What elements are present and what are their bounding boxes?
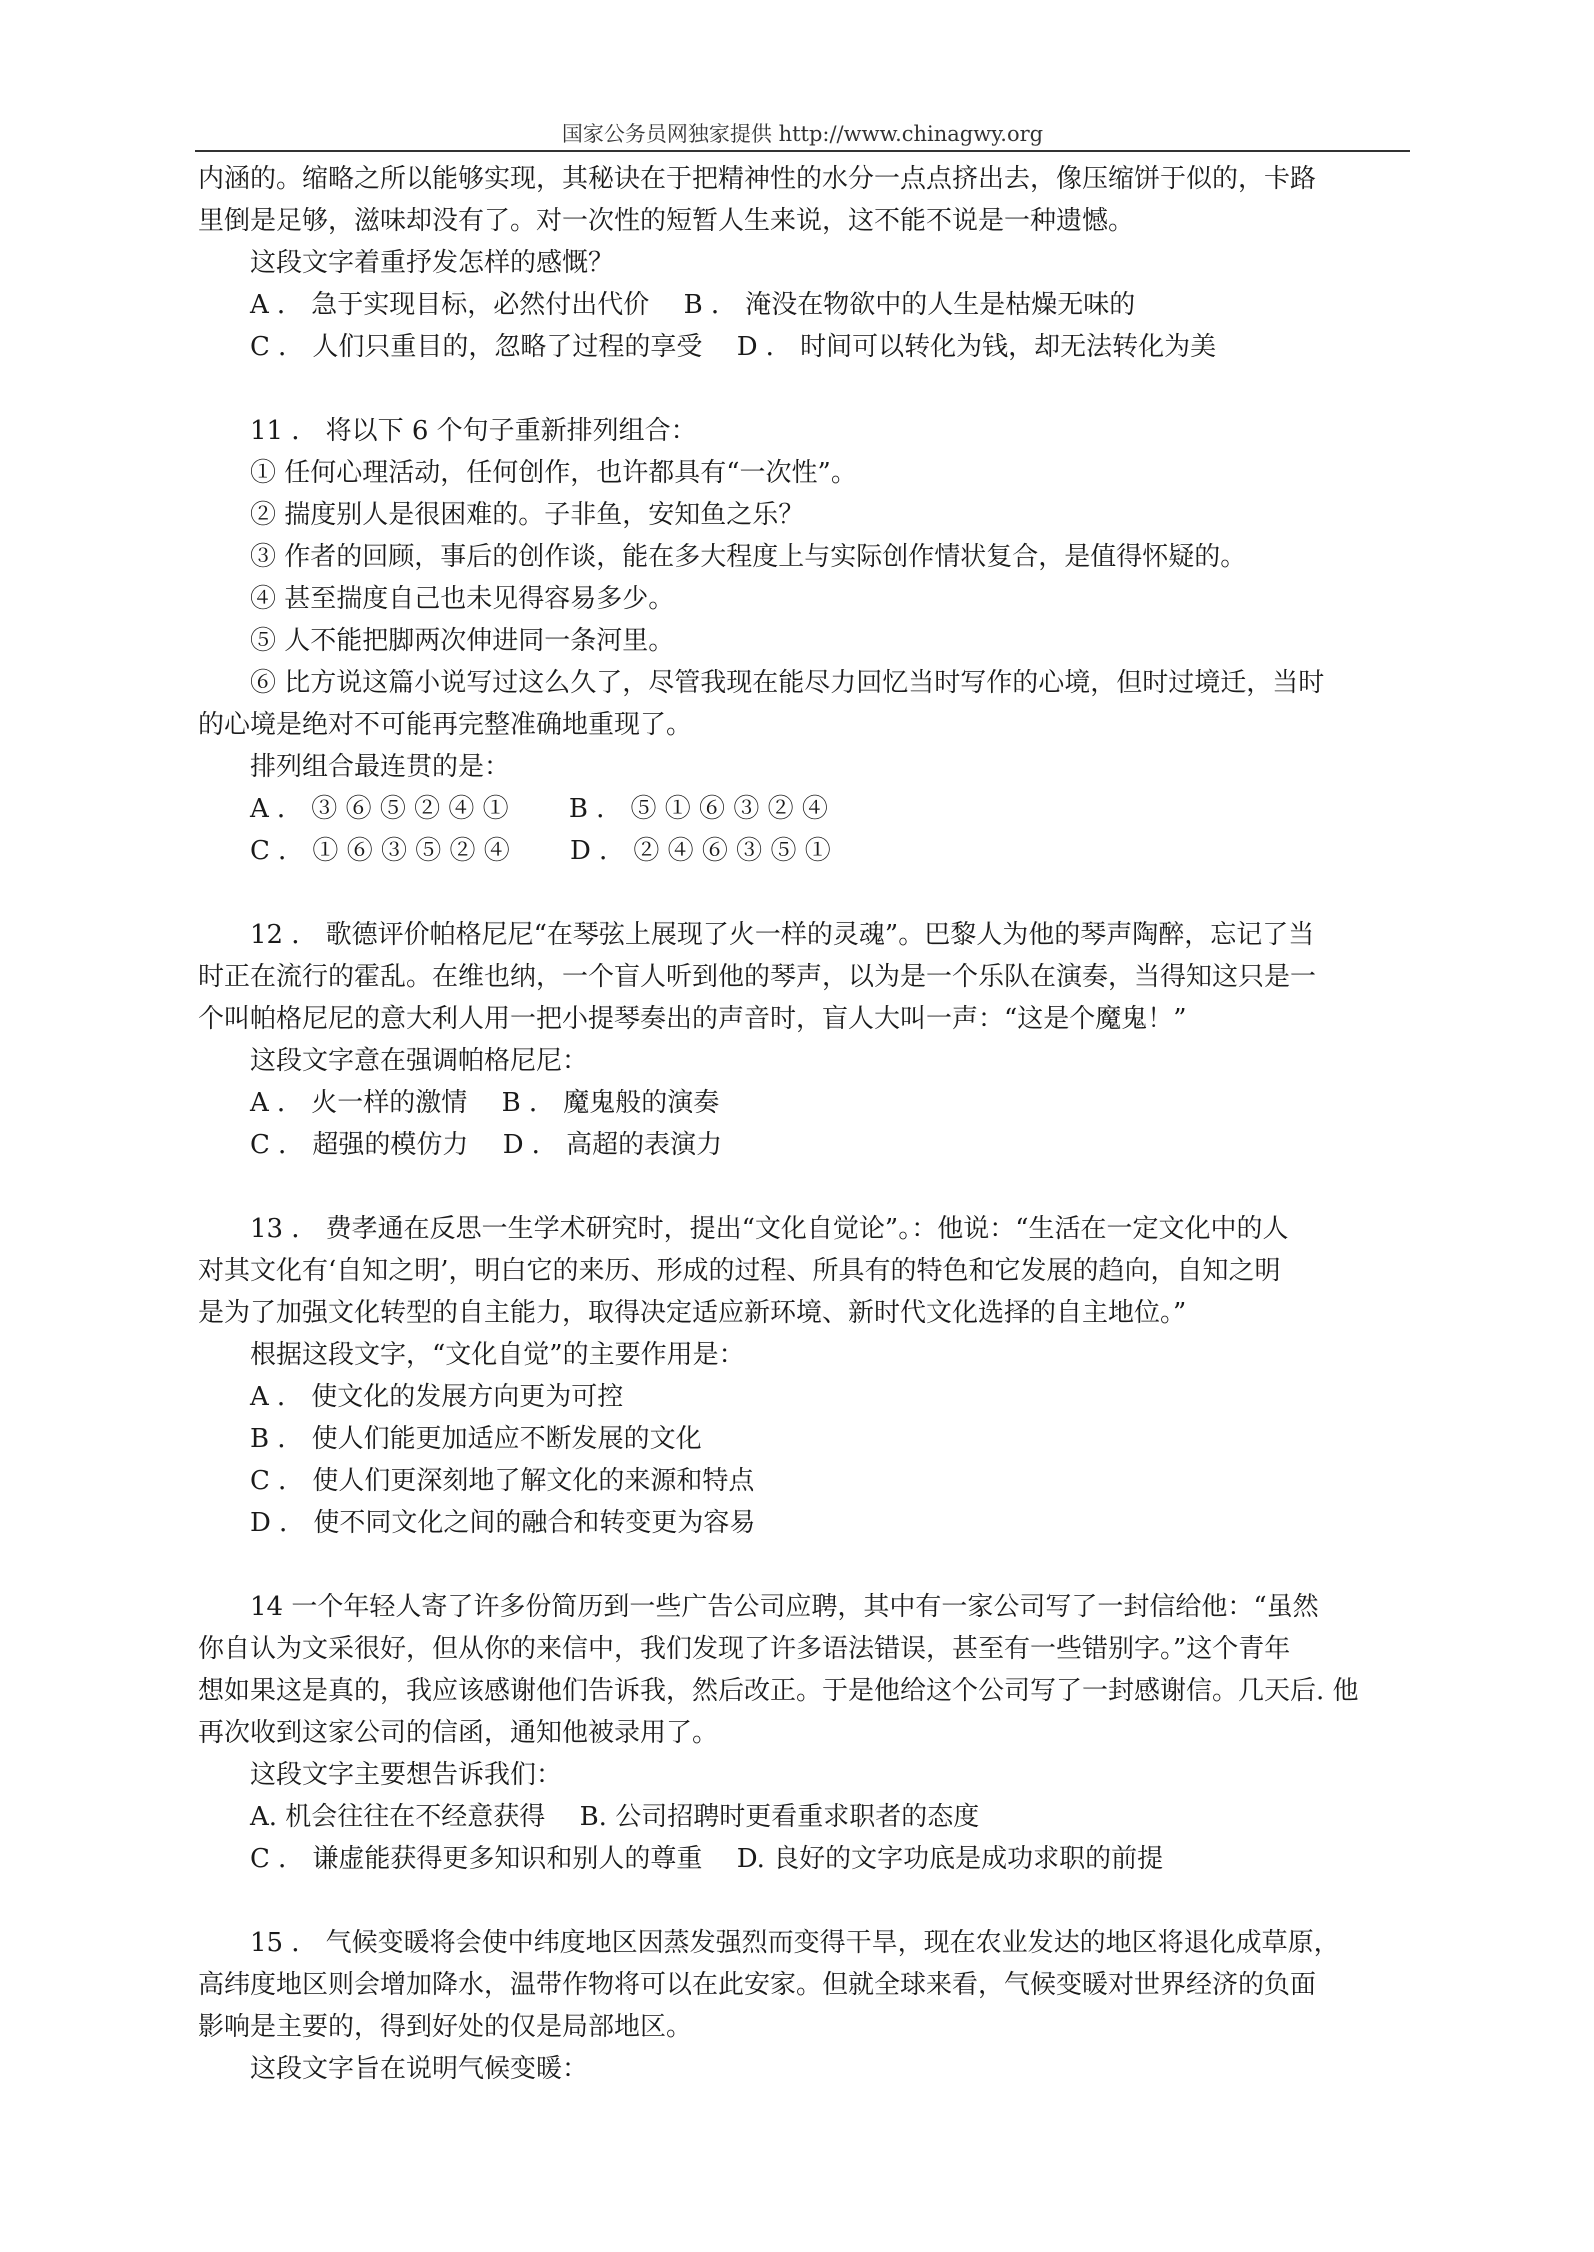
header-rule bbox=[195, 150, 1410, 152]
text-line: 的心境是绝对不可能再完整准确地重现了。 bbox=[198, 710, 693, 740]
text-line: ① 任何心理活动，任何创作，也许都具有“一次性”。 bbox=[250, 458, 857, 488]
text-line: 时正在流行的霍乱。在维也纳，一个盲人听到他的琴声，以为是一个乐队在演奏，当得知这只是一 bbox=[198, 962, 1317, 992]
text-line: A. 机会往往在不经意获得 B. 公司招聘时更看重求职者的态度 bbox=[250, 1802, 980, 1832]
text-line: 内涵的。缩略之所以能够实现，其秘诀在于把精神性的水分一点点挤出去，像压缩饼于似的，卡路 bbox=[198, 164, 1317, 194]
text-line: 对其文化有‘自知之明’，明白它的来历、形成的过程、所具有的特色和它发展的趋向，自知之明 bbox=[198, 1256, 1281, 1286]
text-line: 里倒是足够，滋味却没有了。对一次性的短暂人生来说，这不能不说是一种遗憾。 bbox=[198, 206, 1135, 236]
text-line: ⑤ 人不能把脚两次伸进同一条河里。 bbox=[250, 626, 675, 656]
text-line: 想如果这是真的，我应该感谢他们告诉我，然后改正。于是他给这个公司写了一封感谢信。几天后. 他 bbox=[198, 1676, 1359, 1706]
text-line: 这段文字着重抒发怎样的感慨？ bbox=[250, 248, 615, 278]
text-line: A ． 使文化的发展方向更为可控 bbox=[250, 1382, 624, 1412]
text-line: C ． 谦虚能获得更多知识和别人的尊重 D. 良好的文字功底是成功求职的前提 bbox=[250, 1844, 1164, 1874]
text-line: 这段文字意在强调帕格尼尼： bbox=[250, 1046, 589, 1076]
blank-line bbox=[198, 872, 1413, 914]
text-line: 是为了加强文化转型的自主能力，取得决定适应新环境、新时代文化选择的自主地位。” bbox=[198, 1298, 1187, 1328]
text-line: 11 ． 将以下 6 个句子重新排列组合： bbox=[250, 416, 697, 446]
text-line: ④ 甚至揣度自己也未见得容易多少。 bbox=[250, 584, 675, 614]
text-line: C ． ① ⑥ ③ ⑤ ② ④ D ． ② ④ ⑥ ③ ⑤ ① bbox=[250, 836, 831, 866]
text-line: A ． 急于实现目标，必然付出代价 B ． 淹没在物欲中的人生是枯燥无味的 bbox=[250, 290, 1136, 320]
text-line: ⑥ 比方说这篇小说写过这么久了，尽管我现在能尽力回忆当时写作的心境，但时过境迁，当时 bbox=[250, 668, 1325, 698]
text-line: C ． 超强的模仿力 D ． 高超的表演力 bbox=[250, 1130, 723, 1160]
text-line: 15 ． 气候变暖将会使中纬度地区因蒸发强烈而变得干旱，现在农业发达的地区将退化成草原， bbox=[250, 1928, 1340, 1958]
text-line: 这段文字旨在说明气候变暖： bbox=[250, 2054, 589, 2084]
text-line: ③ 作者的回顾，事后的创作谈，能在多大程度上与实际创作情状复合，是值得怀疑的。 bbox=[250, 542, 1247, 572]
blank-line bbox=[198, 1880, 1413, 1922]
text-line: A ． ③ ⑥ ⑤ ② ④ ① B ． ⑤ ① ⑥ ③ ② ④ bbox=[250, 794, 828, 824]
document-body bbox=[198, 158, 1413, 2090]
text-line: D ． 使不同文化之间的融合和转变更为容易 bbox=[250, 1508, 756, 1538]
text-line: 你自认为文采很好，但从你的来信中，我们发现了许多语法错误，甚至有一些错别字。”这个青年 bbox=[198, 1634, 1291, 1664]
text-line: B ． 使人们能更加适应不断发展的文化 bbox=[250, 1424, 702, 1454]
text-line: 高纬度地区则会增加降水，温带作物将可以在此安家。但就全球来看，气候变暖对世界经济的负面 bbox=[198, 1970, 1317, 2000]
text-line: 13 ． 费孝通在反思一生学术研究时，提出“文化自觉论”。：他说：“生活在一定文化中的人 bbox=[250, 1214, 1289, 1244]
page-header: 国家公务员网独家提供 http://www.chinagwy.org bbox=[561, 122, 1044, 146]
blank-line bbox=[198, 1544, 1413, 1586]
text-line: 12 ． 歌德评价帕格尼尼“在琴弦上展现了火一样的灵魂”。巴黎人为他的琴声陶醉，忘记了当 bbox=[250, 920, 1315, 950]
text-line: 这段文字主要想告诉我们： bbox=[250, 1760, 563, 1790]
text-line: C ． 使人们更深刻地了解文化的来源和特点 bbox=[250, 1466, 755, 1496]
text-line: 根据这段文字，“文化自觉”的主要作用是： bbox=[250, 1340, 745, 1370]
text-line: A ． 火一样的激情 B ． 魔鬼般的演奏 bbox=[250, 1088, 720, 1118]
text-line: C ． 人们只重目的，忽略了过程的享受 D ． 时间可以转化为钱，却无法转化为美 bbox=[250, 332, 1217, 362]
text-line: 再次收到这家公司的信函，通知他被录用了。 bbox=[198, 1718, 719, 1748]
blank-line bbox=[198, 368, 1413, 410]
text-line: 14 一个年轻人寄了许多份简历到一些广告公司应聘，其中有一家公司写了一封信给他：“虽然 bbox=[250, 1592, 1319, 1622]
text-line: 影响是主要的，得到好处的仅是局部地区。 bbox=[198, 2012, 693, 2042]
text-line: 排列组合最连贯的是： bbox=[250, 752, 511, 782]
text-line: ② 揣度别人是很困难的。子非鱼，安知鱼之乐？ bbox=[250, 500, 805, 530]
text-line: 个叫帕格尼尼的意大利人用一把小提琴奏出的声音时，盲人大叫一声：“这是个魔鬼！” bbox=[198, 1004, 1187, 1034]
blank-line bbox=[198, 1166, 1413, 1208]
